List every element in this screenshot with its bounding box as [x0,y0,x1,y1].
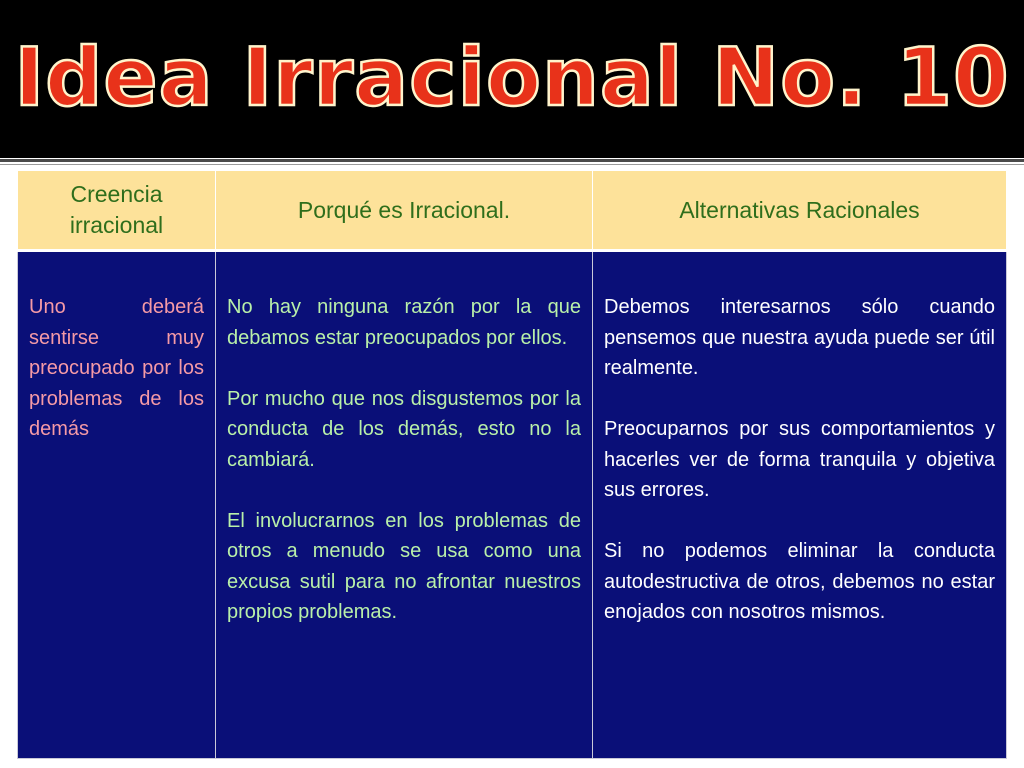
title-divider [0,159,1024,162]
belief-text: Uno deberá sentirse muy preocupado por los problemas de los demás [29,296,204,440]
alternative-paragraph-1: Debemos interesarnos sólo cuando pensemos que nuestra ayuda puede ser útil realmente. [604,296,995,379]
why-paragraph-1: No hay ninguna razón por la que debamos estar preocupados por ellos. [227,296,581,349]
cell-why-irrational [216,251,593,759]
cell-rational-alternatives [593,251,1007,759]
slide-title: Idea Irracional No. 10 [14,31,1010,124]
table-header-row [18,171,1007,251]
header-belief: Creencia irracional [18,171,216,251]
title-divider-thin [0,164,1024,165]
irrational-idea-table [17,171,1007,759]
why-paragraph-2: Por mucho que nos disgustemos por la conducta de los demás, esto no la cambiará. [227,387,581,471]
alternative-paragraph-3: Si no podemos eliminar la conducta autodestructiva de otros, debemos no estar enojados con nosotros mismos. [604,540,995,623]
header-rational-alternatives: Alternativas Racionales [593,171,1007,251]
why-paragraph-3: El involucrarnos en los problemas de otros a menudo se usa como una excusa sutil para no afrontar nuestros propios problemas. [227,509,581,623]
cell-belief [18,251,216,759]
alternative-paragraph-2: Preocuparnos por sus comportamientos y hacerles ver de forma tranquila y objetiva sus errores. [604,418,995,501]
header-why-irrational: Porqué es Irracional. [216,171,593,251]
title-band [0,0,1024,158]
table-row [18,251,1007,759]
